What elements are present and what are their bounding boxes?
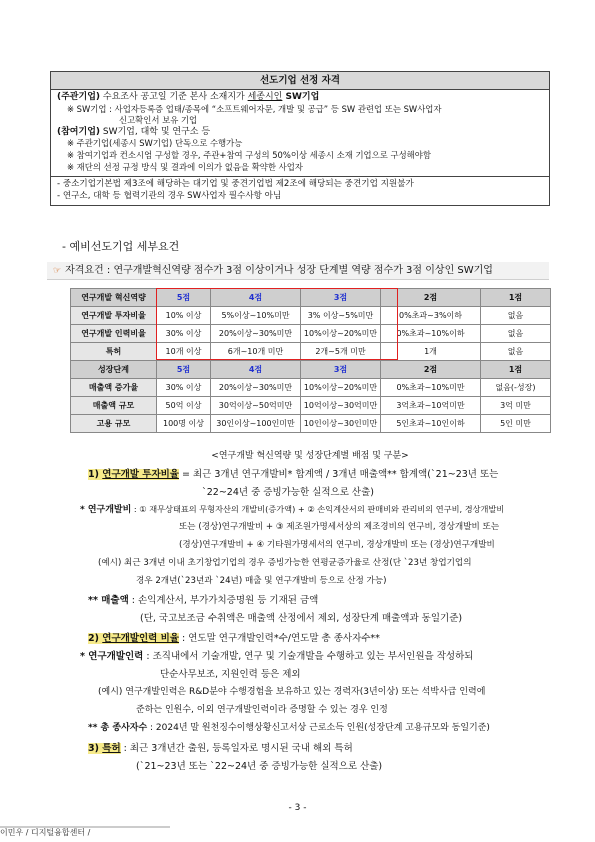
table-row	[71, 397, 551, 415]
rd-cell: 0%초과~3%이하	[381, 307, 481, 325]
rd-cell: 없음	[481, 307, 551, 325]
gr-cell: 없음(-성장)	[481, 379, 551, 397]
item-2-line	[88, 630, 380, 644]
item-2-text: : 연도말 연구개발인력*수/연도말 총 종사자수**	[179, 633, 380, 644]
item-3-cont: (`21~23년 또는 `22~24년 중 증빙가능한 실적으로 산출)	[136, 761, 383, 772]
rd-cell: 10개 이상	[157, 343, 211, 361]
rd-header-cell: 1점	[481, 289, 551, 307]
rd-staff-line	[80, 648, 473, 662]
gr-cell: 10%이상~20%미만	[301, 379, 381, 397]
rd-staff-label: * 연구개발인력	[80, 651, 144, 662]
gr-cell: 3억초과~10억미만	[381, 397, 481, 415]
main-company-bold: SW기업	[282, 92, 320, 102]
rd-header-cell: 연구개발 혁신역량	[71, 289, 157, 307]
rd-cell: 5%이상~10%미만	[211, 307, 301, 325]
footer-author: 이민우 / 디지털융합센터 /	[0, 828, 91, 837]
gr-header-cell: 4점	[211, 361, 301, 379]
rd-staff-cont: 단순사무보조, 지원인력 등은 제외	[160, 669, 301, 680]
section-title: - 예비선도기업 세부요건	[62, 240, 180, 253]
gr-cell: 5인 미만	[481, 415, 551, 433]
item-1-text: = 최근 3개년 연구개발비* 합계액 / 3개년 매출액** 합계액(`21~23년 또는	[179, 469, 499, 480]
rd-header-cell: 4점	[211, 289, 301, 307]
rd-cell: 없음	[481, 325, 551, 343]
item-2-label: 연구개발인력 비율	[102, 633, 179, 644]
rd-cell: 없음	[481, 343, 551, 361]
rd-cell: 특허	[71, 343, 157, 361]
sw-company-note-cont: 신고확인서 보유 기업	[119, 115, 198, 126]
gr-header-cell: 성장단계	[71, 361, 157, 379]
item-2-number: 2)	[88, 633, 99, 644]
rd-cell: 30% 이상	[157, 325, 211, 343]
gr-cell: 100명 이상	[157, 415, 211, 433]
rd-cell: 10% 이상	[157, 307, 211, 325]
example-2: (예시) 연구개발인력은 R&D분야 수행경험을 보유하고 있는 경력자(3년이상) 또는 석박사급 인력에	[98, 687, 486, 697]
rd-cell: 3% 이상~5%미만	[301, 307, 381, 325]
rd-staff-text: : 조직내에서 기술개발, 연구 및 기술개발을 수행하고 있는 부서인원을 작성하되	[143, 651, 474, 662]
example-1-cont: 경우 2개년(`23년과 `24년) 매출 및 연구개발비 등으로 산정 가능)	[136, 576, 387, 586]
rd-cost-line	[80, 502, 504, 515]
gr-cell: 0%초과~10%미만	[381, 379, 481, 397]
item-1-line	[88, 466, 498, 480]
gr-cell: 50억 이상	[157, 397, 211, 415]
criteria-table	[70, 288, 551, 433]
sales-cont: (단, 국고보조금 수취액은 매출액 산정에서 제외, 성장단계 매출액과 동일기준)	[140, 613, 463, 624]
box-note-2: ※ 주관기업(세종시 SW기업) 단독으로 수행가능	[67, 138, 243, 149]
participant-text: SW기업, 대학 및 연구소 등	[100, 126, 211, 137]
example-1: (예시) 최근 3개년 이내 초기창업기업의 경우 증빙가능한 연평균증가율로 산정(단 `23년 창업기업의	[98, 558, 472, 568]
employees-text: : 2024년 말 원천징수이행상황신고서상 근로소득 인원(성장단계 고용규모와 동일기준)	[147, 723, 490, 733]
employees-label: ** 총 종사자수	[88, 723, 148, 733]
main-company-underline: 세종시인	[247, 92, 283, 102]
gr-header-cell: 2점	[381, 361, 481, 379]
box-foot-1: - 중소기업기본법 제3조에 해당하는 대기업 및 중견기업법 제2조에 해당되는 중견기업 지원불가	[57, 179, 414, 190]
rd-header-row	[71, 289, 551, 307]
rd-cell: 연구개발 인력비율	[71, 325, 157, 343]
gr-cell: 매출액 증가율	[71, 379, 157, 397]
table-row	[71, 415, 551, 433]
table-row	[71, 307, 551, 325]
box-note-3: ※ 참여기업과 컨소시엄 구성할 경우, 주관+참여 구성의 50%이상 세종시 소재 기업으로 구성해야함	[67, 149, 431, 160]
rd-cell: 0%초과~10%이하	[381, 325, 481, 343]
item-3-text: : 최근 3개년간 출원, 등록일자로 명시된 국내 해외 특허	[120, 743, 353, 754]
rd-cell: 2개~5개 미만	[301, 343, 381, 361]
rd-header-cell: 5점	[157, 289, 211, 307]
gr-cell: 20%이상~30%미만	[211, 379, 301, 397]
rd-header-cell: 3점	[301, 289, 381, 307]
qualification-box-body	[51, 90, 549, 176]
rd-header-cell: 2점	[381, 289, 481, 307]
gr-cell: 고용 규모	[71, 415, 157, 433]
rd-cell: 1개	[381, 343, 481, 361]
rd-cost-cont-1: 또는 (경상)연구개발비 + ③ 제조원가명세서상의 제조경비의 연구비, 경상개발비 또는	[179, 522, 500, 532]
item-1-cont: `22~24년 중 증빙가능한 실적으로 산출)	[202, 487, 374, 498]
participant-line	[57, 127, 543, 139]
gr-cell: 10억이상~30억미만	[301, 397, 381, 415]
gr-cell: 매출액 규모	[71, 397, 157, 415]
table-row	[71, 379, 551, 397]
rd-cost-cont-2: (경상)연구개발비 + ④ 기타원가명세서의 연구비, 경상개발비 또는 (경상)연구개발비	[179, 540, 495, 550]
main-company-label: (주관기업)	[57, 92, 101, 102]
page-number: - 3 -	[288, 803, 307, 813]
sales-line	[88, 592, 318, 606]
gr-cell: 30인이상~100인미만	[211, 415, 301, 433]
pointing-hand-icon: ☞	[53, 266, 62, 276]
rd-cell: 20%이상~30%미만	[211, 325, 301, 343]
growth-header-row	[71, 361, 551, 379]
item-3-label: 특허	[102, 743, 121, 754]
gr-cell: 3억 미만	[481, 397, 551, 415]
gr-header-cell: 3점	[301, 361, 381, 379]
sw-company-note: ※ SW기업 : 사업자등록증 업태/종목에 “소프트웨어자문, 개발 및 공급” 등 SW 관련업 또는 SW사업자	[67, 103, 442, 114]
requirement-highlight	[47, 262, 549, 280]
rd-cost-label: * 연구개발비	[80, 505, 132, 515]
box-note-4: ※ 재단의 선정 규정 방식 및 결과에 이의가 없음을 확약한 사업자	[67, 161, 303, 172]
requirement-text: 자격요건 : 연구개발혁신역량 점수가 3점 이상이거나 성장 단계별 역량 점수가 3점 이상인 SW기업	[65, 265, 493, 276]
item-1-label: 연구개발 투자비율	[102, 469, 179, 480]
table-caption: <연구개발 혁신역량 및 성장단계별 배점 및 구분>	[211, 451, 409, 461]
employees-line	[88, 720, 490, 733]
example-2-cont: 준하는 인원수, 이외 연구개발인력이라 증명할 수 있는 경우 인정	[136, 705, 388, 715]
qualification-box-footer	[51, 176, 549, 205]
item-3-number: 3)	[88, 743, 99, 754]
rd-cost-text: : ① 재무상태표의 무형자산의 개발비(증가액) + ② 손익계산서의 판매비와 관리비의 연구비, 경상개발비	[131, 504, 505, 514]
sales-text: : 손익계산서, 부가가치증명원 등 기재된 금액	[128, 595, 319, 606]
qualification-box	[50, 71, 550, 206]
rd-cell: 6개~10개 미만	[211, 343, 301, 361]
gr-cell: 5인초과~10인이하	[381, 415, 481, 433]
gr-cell: 10인이상~30인미만	[301, 415, 381, 433]
gr-header-cell: 1점	[481, 361, 551, 379]
box-foot-2: - 연구소, 대학 등 협력기관의 경우 SW사업자 필수사항 아님	[57, 190, 282, 201]
table-row	[71, 325, 551, 343]
item-1-number: 1)	[88, 469, 99, 480]
rd-cell: 10%이상~20%미만	[301, 325, 381, 343]
main-company-line	[57, 92, 543, 104]
sales-label: ** 매출액	[88, 595, 129, 606]
qualification-box-title: 선도기업 선정 자격	[51, 72, 549, 90]
rd-cell: 연구개발 투자비율	[71, 307, 157, 325]
participant-label: (참여기업)	[57, 126, 101, 137]
gr-cell: 30% 이상	[157, 379, 211, 397]
main-company-text: 수요조사 공고일 기준 본사 소재지가	[100, 92, 248, 102]
gr-header-cell: 5점	[157, 361, 211, 379]
item-3-line	[88, 740, 353, 754]
gr-cell: 30억이상~50억미만	[211, 397, 301, 415]
table-row	[71, 343, 551, 361]
